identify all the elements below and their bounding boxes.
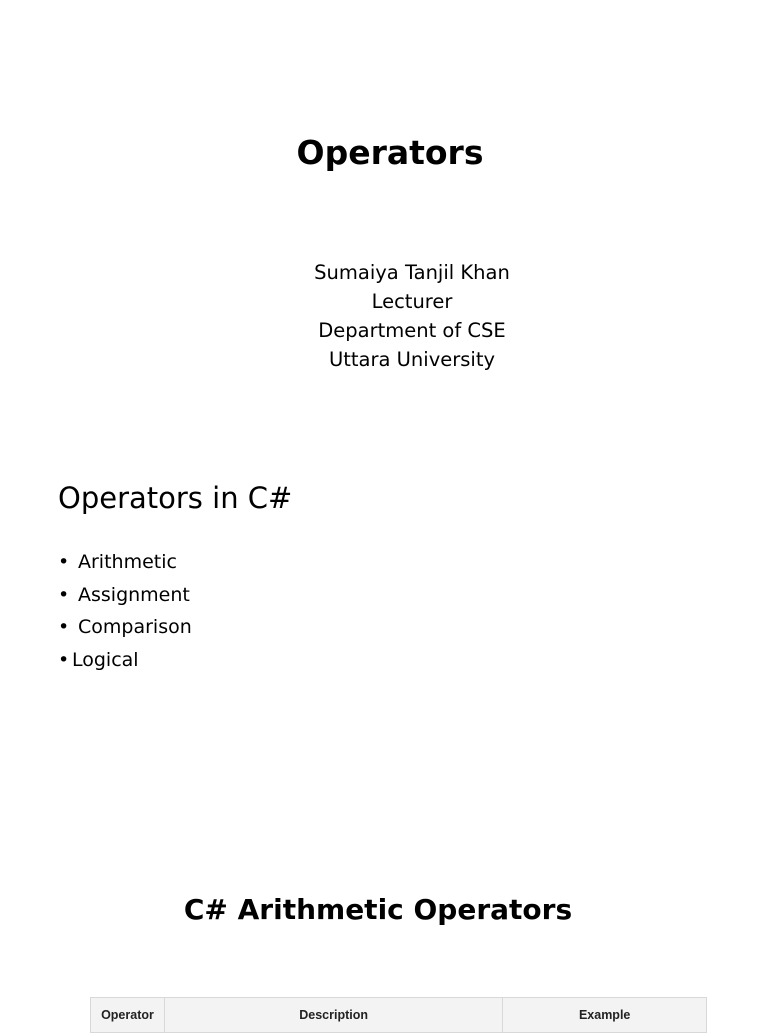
slide-title-operators-in-csharp: Operators in C# bbox=[58, 481, 293, 515]
author-block bbox=[312, 258, 512, 374]
author-role: Lecturer bbox=[371, 290, 453, 313]
slide-title-arithmetic-operators: C# Arithmetic Operators bbox=[183, 893, 573, 926]
author-department: Department of CSE bbox=[318, 319, 506, 342]
column-header-operator: Operator bbox=[91, 998, 165, 1033]
list-item-label: Logical bbox=[72, 648, 139, 671]
list-item bbox=[58, 579, 192, 612]
bullet-icon: • bbox=[58, 583, 70, 606]
list-item-label: Comparison bbox=[78, 616, 192, 638]
bullet-icon: • bbox=[58, 551, 70, 573]
list-item bbox=[58, 546, 192, 579]
column-header-description: Description bbox=[164, 998, 502, 1033]
column-header-example: Example bbox=[503, 998, 707, 1033]
table-header-row bbox=[91, 998, 707, 1033]
list-item bbox=[58, 644, 192, 677]
author-university: Uttara University bbox=[328, 348, 496, 371]
author-name: Sumaiya Tanjil Khan bbox=[314, 261, 510, 284]
arithmetic-operators-table bbox=[90, 997, 707, 1033]
bullet-icon: • bbox=[58, 648, 70, 671]
list-item bbox=[58, 611, 192, 644]
list-item-label: Arithmetic bbox=[78, 551, 177, 573]
bullet-icon: • bbox=[58, 616, 70, 638]
slide-title-operators: Operators bbox=[296, 133, 484, 172]
operator-category-list bbox=[58, 546, 192, 676]
list-item-label: Assignment bbox=[78, 583, 190, 606]
